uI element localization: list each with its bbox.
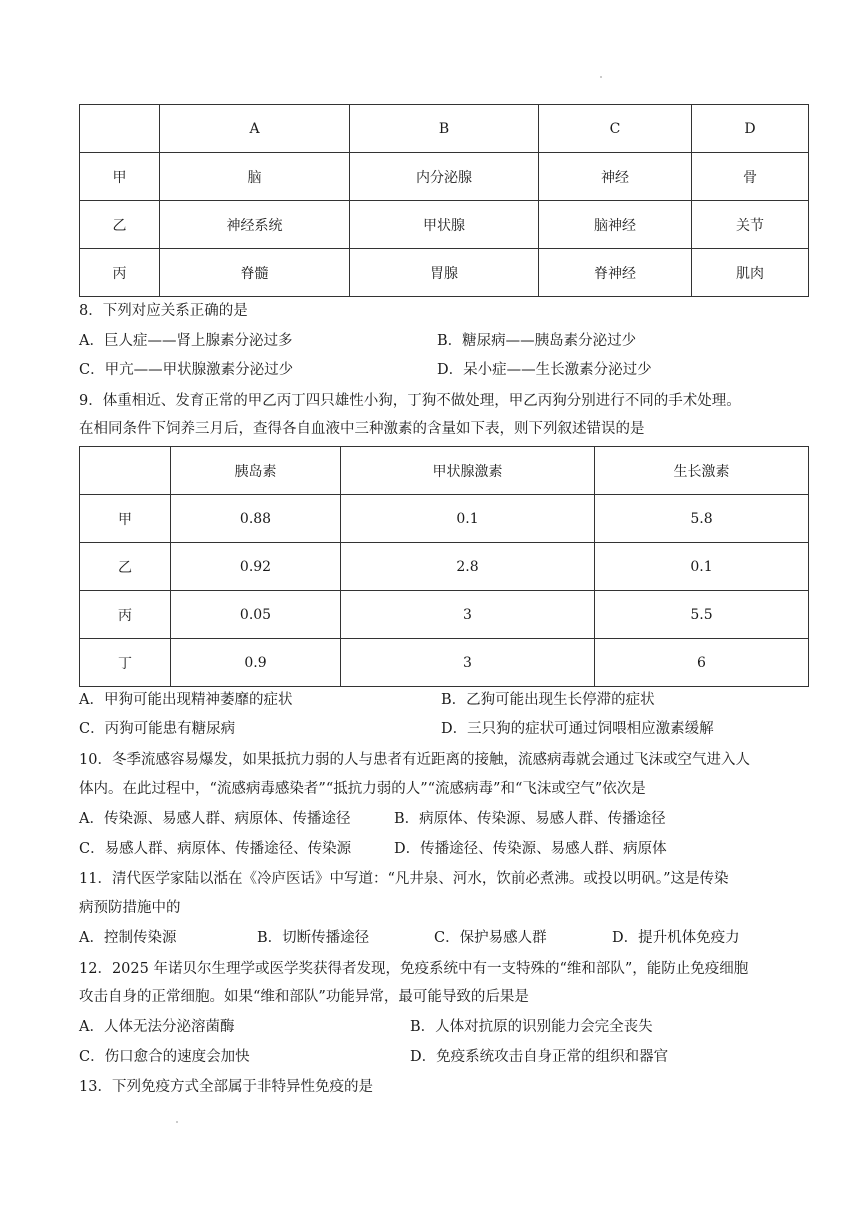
q8-option-a: A．巨人症——肾上腺素分泌过多: [79, 333, 293, 349]
table-cell: 0.05: [171, 591, 341, 639]
table-cell: 脊髓: [160, 249, 350, 297]
table-header-row: [80, 105, 809, 153]
table-row: [80, 591, 809, 639]
q8-option-c: C．甲亢——甲状腺激素分泌过少: [79, 362, 294, 378]
table-cell: 胃腺: [350, 249, 539, 297]
q9-option-b: B．乙狗可能出现生长停滞的症状: [441, 692, 655, 708]
q9-option-d: D．三只狗的症状可通过饲喂相应激素缓解: [441, 721, 714, 737]
row-label: 甲: [80, 495, 171, 543]
q12-option-a: A．人体无法分泌溶菌酶: [79, 1019, 235, 1035]
scan-speck: [600, 76, 602, 78]
q8-option-b: B．糖尿病——胰岛素分泌过少: [437, 333, 637, 349]
table-cell: [80, 105, 160, 153]
q8-stem: 8．下列对应关系正确的是: [79, 303, 248, 319]
table-cell: 0.1: [341, 495, 595, 543]
row-label: 乙: [80, 543, 171, 591]
table-row: [80, 249, 809, 297]
q11-option-d: D．提升机体免疫力: [612, 930, 740, 946]
q8-option-d: D．呆小症——生长激素分泌过少: [437, 362, 652, 378]
q10-stem-line2: 体内。在此过程中，“流感病毒感染者”“抵抗力弱的人”“流感病毒”和“飞沫或空气”依次是: [79, 781, 646, 797]
table-cell: 0.92: [171, 543, 341, 591]
table-row: [80, 639, 809, 687]
table-cell: 脑: [160, 153, 350, 201]
table-cell: 关节: [692, 201, 809, 249]
q12-option-d: D．免疫系统攻击自身正常的组织和器官: [410, 1049, 669, 1065]
table-header-cell: C: [539, 105, 692, 153]
q12-stem-line1: 12．2025 年诺贝尔生理学或医学奖获得者发现，免疫系统中有一支特殊的“维和部队”，能防止免疫细胞: [79, 961, 749, 977]
table-cell: 0.1: [595, 543, 809, 591]
table-header-cell: A: [160, 105, 350, 153]
table-cell: 肌肉: [692, 249, 809, 297]
q12-option-c: C．伤口愈合的速度会加快: [79, 1049, 250, 1065]
q11-option-c: C．保护易感人群: [434, 930, 547, 946]
row-label: 甲: [80, 153, 160, 201]
table-header-cell: B: [350, 105, 539, 153]
table-header-cell: D: [692, 105, 809, 153]
q13-stem: 13．下列免疫方式全部属于非特异性免疫的是: [79, 1079, 373, 1095]
table-row: [80, 201, 809, 249]
q9-option-a: A．甲狗可能出现精神萎靡的症状: [79, 692, 293, 708]
q11-option-b: B．切断传播途径: [257, 930, 370, 946]
row-label: 丙: [80, 591, 171, 639]
q9-stem-line2: 在相同条件下饲养三月后，查得各自血液中三种激素的含量如下表，则下列叙述错误的是: [79, 421, 645, 437]
row-label: 丙: [80, 249, 160, 297]
table-cell: 内分泌腺: [350, 153, 539, 201]
q10-option-d: D．传播途径、传染源、易感人群、病原体: [394, 841, 667, 857]
table-cell: [80, 447, 171, 495]
table-header-cell: 生长激素: [595, 447, 809, 495]
q11-stem-line2: 病预防措施中的: [79, 900, 181, 916]
q12-stem-line2: 攻击自身的正常细胞。如果“维和部队”功能异常，最可能导致的后果是: [79, 989, 529, 1005]
q9-option-c: C．丙狗可能患有糖尿病: [79, 721, 236, 737]
q11-option-a: A．控制传染源: [79, 930, 177, 946]
scan-speck: [176, 1121, 178, 1123]
table-cell: 5.5: [595, 591, 809, 639]
table-header-cell: 甲状腺激素: [341, 447, 595, 495]
table-cell: 脊神经: [539, 249, 692, 297]
table-cell: 骨: [692, 153, 809, 201]
table-cell: 5.8: [595, 495, 809, 543]
row-label: 乙: [80, 201, 160, 249]
hormone-table: [79, 446, 809, 687]
q10-option-a: A．传染源、易感人群、病原体、传播途径: [79, 811, 351, 827]
organ-table: [79, 104, 809, 297]
table-cell: 甲状腺: [350, 201, 539, 249]
q10-option-b: B．病原体、传染源、易感人群、传播途径: [394, 811, 666, 827]
q9-stem-line1: 9．体重相近、发育正常的甲乙丙丁四只雄性小狗，丁狗不做处理，甲乙丙狗分别进行不同的手术处理。: [79, 393, 741, 409]
table-cell: 神经: [539, 153, 692, 201]
table-cell: 0.88: [171, 495, 341, 543]
q10-option-c: C．易感人群、病原体、传播途径、传染源: [79, 841, 352, 857]
table-header-cell: 胰岛素: [171, 447, 341, 495]
row-label: 丁: [80, 639, 171, 687]
table-cell: 6: [595, 639, 809, 687]
q11-stem-line1: 11．清代医学家陆以湉在《冷庐医话》中写道：“凡井泉、河水，饮前必煮沸。或投以明矾。”这是传染: [79, 871, 729, 887]
q10-stem-line1: 10．冬季流感容易爆发，如果抵抗力弱的人与患者有近距离的接触，流感病毒就会通过飞沫或空气进入人: [79, 752, 750, 768]
table-row: [80, 543, 809, 591]
table-cell: 脑神经: [539, 201, 692, 249]
table-row: [80, 153, 809, 201]
table-cell: 0.9: [171, 639, 341, 687]
q12-option-b: B．人体对抗原的识别能力会完全丧失: [410, 1019, 653, 1035]
table-row: [80, 495, 809, 543]
table-cell: 3: [341, 591, 595, 639]
table-header-row: [80, 447, 809, 495]
table-cell: 2.8: [341, 543, 595, 591]
table-cell: 神经系统: [160, 201, 350, 249]
table-cell: 3: [341, 639, 595, 687]
